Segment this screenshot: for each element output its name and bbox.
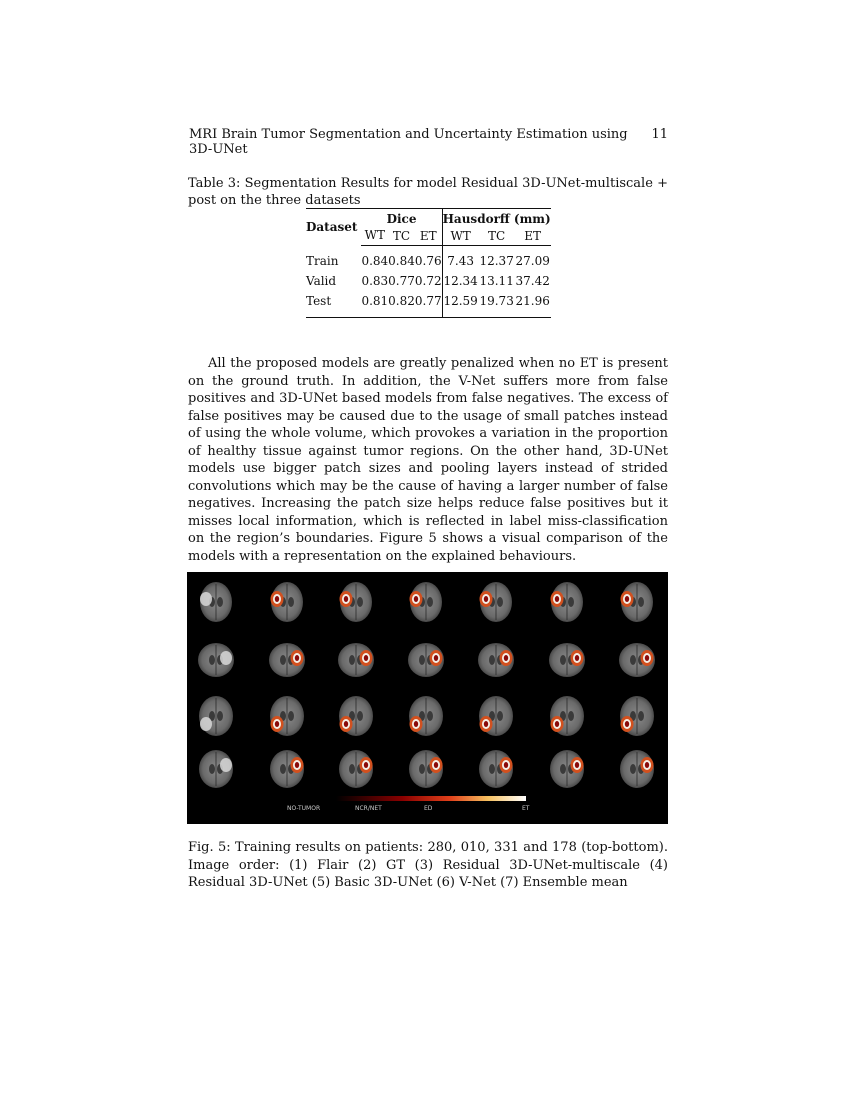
table-cell: 19.73 <box>479 288 515 318</box>
table-cell: 13.11 <box>479 274 514 288</box>
ventricle <box>280 764 286 774</box>
sub-header: ET <box>415 226 442 246</box>
tumor-core <box>645 655 649 661</box>
table-cell: 0.77 <box>415 288 442 318</box>
table-cell: 12.59 <box>442 288 479 318</box>
ventricle <box>288 711 294 721</box>
table-cell: 0.77 <box>388 274 415 288</box>
ventricle <box>349 655 355 665</box>
tumor-core <box>625 596 629 602</box>
table-cell: 0.76 <box>415 246 442 269</box>
sub-header: ET <box>515 226 551 246</box>
colorbar <box>336 796 526 801</box>
table-cell: 0.82 <box>388 288 415 318</box>
ventricle <box>349 764 355 774</box>
tumor-core <box>295 655 299 661</box>
table-cell: 7.43 <box>447 254 474 268</box>
figure-5-mri-grid <box>187 572 668 824</box>
ventricle <box>357 597 363 607</box>
ventricle <box>497 597 503 607</box>
ventricle <box>497 711 503 721</box>
ventricle <box>209 764 215 774</box>
table-cell: 0.84 <box>388 254 415 268</box>
legend-label: NCR/NET <box>355 805 382 812</box>
tumor-flair <box>220 651 232 665</box>
ventricle <box>560 764 566 774</box>
paragraph-text: All the proposed models are greatly penalized when no ET is present on the ground truth. In addition, the V-Net suffers more from false positives and 3D-UNet based models from false negatives. The excess of false positives may be caused due to the usage of small patches instead of using the whole volume, which provokes a variation in the proportion of healthy tissue against tumor regions. On the other hand, 3D-UNet models use bigger patch sizes and pooling layers instead of strided convolutions which may be the cause of having a larger number of false negatives. Increasing the patch size helps reduce false positives but it misses local information, which is reflected in label miss-classification on the region’s boundaries. Figure 5 shows a visual comparison of the models with a representation on the explained behaviours. <box>188 356 668 564</box>
ventricle <box>630 655 636 665</box>
sub-header: WT <box>361 226 388 246</box>
tumor-core <box>484 721 488 727</box>
tumor-flair <box>200 592 212 606</box>
sub-header: WT <box>442 226 479 246</box>
group-dice: Dice <box>361 209 442 227</box>
tumor-core <box>275 596 279 602</box>
table-cell: 0.84 <box>361 254 389 268</box>
ventricle <box>427 597 433 607</box>
ventricle <box>209 655 215 665</box>
table-cell: 12.34 <box>443 274 478 288</box>
tumor-core <box>484 596 488 602</box>
tumor-core <box>555 596 559 602</box>
tumor-core <box>434 762 438 768</box>
table-cell: 0.72 <box>415 268 442 288</box>
table-row <box>306 246 551 269</box>
ventricle <box>638 711 644 721</box>
tumor-core <box>504 655 508 661</box>
ventricle <box>489 655 495 665</box>
table-caption: Table 3: Segmentation Results for model Residual 3D-UNet-multiscale + post on the three datasets <box>188 176 668 208</box>
ventricle <box>357 711 363 721</box>
ventricle <box>419 764 425 774</box>
tumor-core <box>575 762 579 768</box>
ventricle <box>489 764 495 774</box>
results-table <box>306 208 551 318</box>
table-row <box>306 288 551 318</box>
tumor-core <box>625 721 629 727</box>
running-header <box>189 127 668 157</box>
ventricle <box>217 711 223 721</box>
ventricle <box>280 655 286 665</box>
ventricle <box>638 597 644 607</box>
legend-label: ED <box>424 805 433 812</box>
page-number: 11 <box>651 127 668 142</box>
tumor-core <box>414 721 418 727</box>
tumor-core <box>555 721 559 727</box>
ventricle <box>419 655 425 665</box>
table-cell: 0.83 <box>361 274 389 288</box>
ventricle <box>427 711 433 721</box>
legend-label: NO-TUMOR <box>287 805 321 812</box>
tumor-core <box>295 762 299 768</box>
table-cell: 0.81 <box>361 288 388 318</box>
table-cell: 12.37 <box>479 254 514 268</box>
ventricle <box>568 597 574 607</box>
row-dataset: Valid <box>306 274 337 288</box>
ventricle <box>568 711 574 721</box>
mri-grid-image <box>187 572 668 824</box>
tumor-core <box>504 762 508 768</box>
header-title: MRI Brain Tumor Segmentation and Uncertainty Estimation using 3D-UNet <box>189 127 628 157</box>
tumor-core <box>434 655 438 661</box>
tumor-core <box>344 721 348 727</box>
tumor-core <box>575 655 579 661</box>
tumor-core <box>364 762 368 768</box>
tumor-core <box>344 596 348 602</box>
group-hausdorff: Hausdorff (mm) <box>442 209 551 227</box>
sub-header: TC <box>388 226 415 246</box>
row-dataset: Train <box>306 253 339 268</box>
table-cell: 21.96 <box>515 288 551 318</box>
ventricle <box>217 597 223 607</box>
tumor-core <box>275 721 279 727</box>
figure-caption: Fig. 5: Training results on patients: 280, 010, 331 and 178 (top-bottom). Image order: (1) Flair (2) GT (3) Residual 3D-UNet-multiscale (4) Residual 3D-UNet (5) Basic 3D-UNet (6) V-Net (7) Ensemble mean <box>188 840 668 890</box>
sub-header: TC <box>479 226 515 246</box>
table-row <box>306 268 551 288</box>
legend-label: ET <box>522 805 530 812</box>
table-cell: 37.42 <box>515 274 550 288</box>
tumor-core <box>364 655 368 661</box>
tumor-flair <box>200 717 212 731</box>
tumor-flair <box>220 758 232 772</box>
ventricle <box>560 655 566 665</box>
table-cell: 27.09 <box>515 254 550 268</box>
tumor-core <box>645 762 649 768</box>
col-dataset: Dataset <box>306 209 361 246</box>
tumor-core <box>414 596 418 602</box>
row-dataset: Test <box>306 288 361 318</box>
body-paragraph <box>188 355 668 565</box>
ventricle <box>630 764 636 774</box>
ventricle <box>288 597 294 607</box>
